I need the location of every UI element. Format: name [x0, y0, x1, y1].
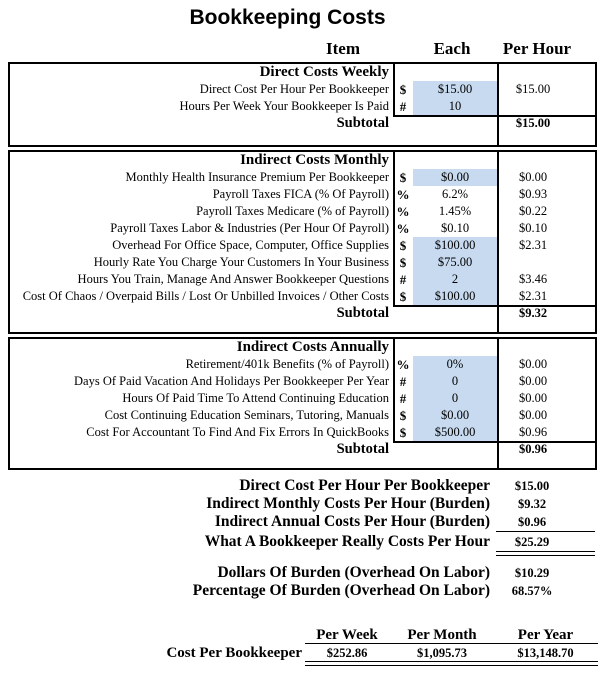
burden-label: Dollars Of Burden (Overhead On Labor) — [217, 564, 490, 581]
column-header-item: Item — [326, 39, 360, 58]
subtotal-row — [10, 115, 595, 132]
item-label: Cost For Accountant To Find And Fix Errors In QuickBooks — [86, 425, 389, 439]
item-row — [10, 390, 595, 407]
per-hour-value: $2.31 — [518, 289, 548, 303]
subtotal-value: $15.00 — [515, 116, 551, 130]
unit-symbol: $ — [399, 82, 407, 97]
summary-row — [0, 513, 600, 531]
period-header-per-month: Per Month — [407, 627, 477, 643]
burden-value: $10.29 — [514, 566, 550, 580]
item-row — [10, 203, 595, 220]
item-row — [10, 373, 595, 390]
each-input-cell[interactable]: 0 — [413, 373, 497, 390]
item-row — [10, 407, 595, 424]
item-row — [10, 288, 595, 305]
section-direct-costs-weekly — [8, 62, 597, 147]
burden-row — [0, 564, 600, 582]
subtotal-value: $0.96 — [518, 442, 548, 456]
summary-row — [0, 477, 600, 495]
item-label: Retirement/401k Benefits (% of Payroll) — [185, 357, 389, 371]
each-value-cell: 6.2% — [441, 187, 469, 201]
unit-symbol: # — [399, 391, 407, 406]
per-hour-value: $0.00 — [518, 391, 548, 405]
item-label: Monthly Health Insurance Premium Per Bookkeeper — [125, 170, 389, 184]
column-header-per-hour: Per Hour — [502, 39, 572, 58]
item-label: Direct Cost Per Hour Per Bookkeeper — [199, 82, 389, 96]
summary-label: Indirect Annual Costs Per Hour (Burden) — [214, 513, 490, 530]
period-double-underline — [305, 661, 598, 666]
summary-value: $15.00 — [514, 479, 550, 493]
section-title: Indirect Costs Monthly — [240, 152, 389, 168]
sum-double-underline — [496, 551, 595, 556]
item-row — [10, 98, 595, 115]
summary-value: $25.29 — [514, 535, 550, 549]
unit-symbol: $ — [399, 238, 407, 253]
per-hour-value: $0.00 — [518, 408, 548, 422]
per-hour-value: $3.46 — [518, 272, 548, 286]
period-header-per-year: Per Year — [517, 627, 574, 643]
each-input-cell[interactable]: 10 — [413, 98, 497, 115]
item-label: Cost Of Chaos / Overpaid Bills / Lost Or Unbilled Invoices / Other Costs — [22, 289, 389, 303]
summary-label: Direct Cost Per Hour Per Bookkeeper — [239, 477, 490, 494]
section-title: Indirect Costs Annually — [236, 339, 389, 355]
each-input-cell[interactable]: $75.00 — [413, 254, 497, 271]
unit-symbol: $ — [399, 408, 407, 423]
item-label: Hourly Rate You Charge Your Customers In Your Business — [93, 255, 389, 269]
subtotal-row — [10, 441, 595, 458]
unit-symbol: % — [396, 187, 410, 202]
subtotal-row — [10, 305, 595, 322]
per-hour-value: $15.00 — [515, 82, 551, 96]
summary-label: Indirect Monthly Costs Per Hour (Burden) — [206, 495, 490, 512]
period-row-label: Cost Per Bookkeeper — [166, 645, 302, 661]
subtotal-label: Subtotal — [336, 441, 389, 457]
sum-underline — [496, 531, 595, 532]
each-value-cell: $0.10 — [440, 221, 470, 235]
per-hour-value: $2.31 — [518, 238, 548, 252]
item-label: Hours You Train, Manage And Answer Bookkeeper Questions — [77, 272, 389, 286]
section-title: Direct Costs Weekly — [259, 64, 389, 80]
subtotal-label: Subtotal — [336, 305, 389, 321]
each-input-cell[interactable]: 0% — [413, 356, 497, 373]
item-row — [10, 237, 595, 254]
per-hour-value: $0.10 — [518, 221, 548, 235]
unit-symbol: # — [399, 272, 407, 287]
unit-symbol: % — [396, 221, 410, 236]
item-label: Days Of Paid Vacation And Holidays Per Bookkeeper Per Year — [74, 374, 389, 388]
column-header-each: Each — [433, 39, 471, 58]
period-value-per-month: $1,095.73 — [417, 646, 467, 660]
summary-value: $0.96 — [517, 515, 547, 529]
item-label: Hours Of Paid Time To Attend Continuing Education — [122, 391, 389, 405]
summary-value: $9.32 — [517, 497, 547, 511]
each-input-cell[interactable]: $100.00 — [413, 288, 497, 305]
per-hour-value: $0.00 — [518, 374, 548, 388]
item-label: Overhead For Office Space, Computer, Office Supplies — [112, 238, 389, 252]
item-row — [10, 169, 595, 186]
summary-label: What A Bookkeeper Really Costs Per Hour — [204, 533, 490, 550]
period-header-underline — [305, 643, 598, 644]
each-input-cell[interactable]: 0 — [413, 390, 497, 407]
per-hour-value: $0.22 — [518, 204, 548, 218]
subtotal-label: Subtotal — [336, 115, 389, 131]
summary-row — [0, 495, 600, 513]
each-input-cell[interactable]: $0.00 — [413, 407, 497, 424]
item-row — [10, 220, 595, 237]
per-hour-value: $0.00 — [518, 357, 548, 371]
burden-row — [0, 582, 600, 600]
unit-symbol: % — [396, 357, 410, 372]
per-hour-value: $0.93 — [518, 187, 548, 201]
burden-value: 68.57% — [511, 584, 553, 598]
period-header-per-week: Per Week — [316, 627, 378, 643]
item-label: Hours Per Week Your Bookkeeper Is Paid — [179, 99, 389, 113]
unit-symbol: $ — [399, 255, 407, 270]
subtotal-value: $9.32 — [518, 306, 548, 320]
item-row — [10, 271, 595, 288]
summary-row — [0, 533, 600, 551]
item-row — [10, 254, 595, 271]
item-label: Cost Continuing Education Seminars, Tutoring, Manuals — [104, 408, 389, 422]
each-input-cell[interactable]: $0.00 — [413, 169, 497, 186]
per-hour-value: $0.00 — [518, 170, 548, 184]
each-input-cell[interactable]: 2 — [413, 271, 497, 288]
unit-symbol: $ — [399, 170, 407, 185]
unit-symbol: # — [399, 99, 407, 114]
each-input-cell[interactable]: $500.00 — [413, 424, 497, 441]
each-value-cell: 1.45% — [438, 204, 472, 218]
page-title: Bookkeeping Costs — [189, 6, 386, 29]
section-indirect-costs-annually — [8, 337, 597, 470]
item-label: Payroll Taxes Medicare (% of Payroll) — [196, 204, 389, 218]
period-value-per-year: $13,148.70 — [517, 646, 574, 660]
per-hour-value: $0.96 — [518, 425, 548, 439]
each-input-cell[interactable]: $100.00 — [413, 237, 497, 254]
item-row — [10, 424, 595, 441]
item-row — [10, 186, 595, 203]
unit-symbol: # — [399, 374, 407, 389]
item-label: Payroll Taxes FICA (% Of Payroll) — [212, 187, 389, 201]
item-label: Payroll Taxes Labor & Industries (Per Hour Of Payroll) — [110, 221, 389, 235]
unit-symbol: $ — [399, 289, 407, 304]
item-row — [10, 81, 595, 98]
unit-symbol: % — [396, 204, 410, 219]
item-row — [10, 356, 595, 373]
each-input-cell[interactable]: $15.00 — [413, 81, 497, 98]
unit-symbol: $ — [399, 425, 407, 440]
period-value-per-week: $252.86 — [326, 646, 368, 660]
burden-label: Percentage Of Burden (Overhead On Labor) — [192, 582, 490, 599]
section-indirect-costs-monthly — [8, 150, 597, 334]
